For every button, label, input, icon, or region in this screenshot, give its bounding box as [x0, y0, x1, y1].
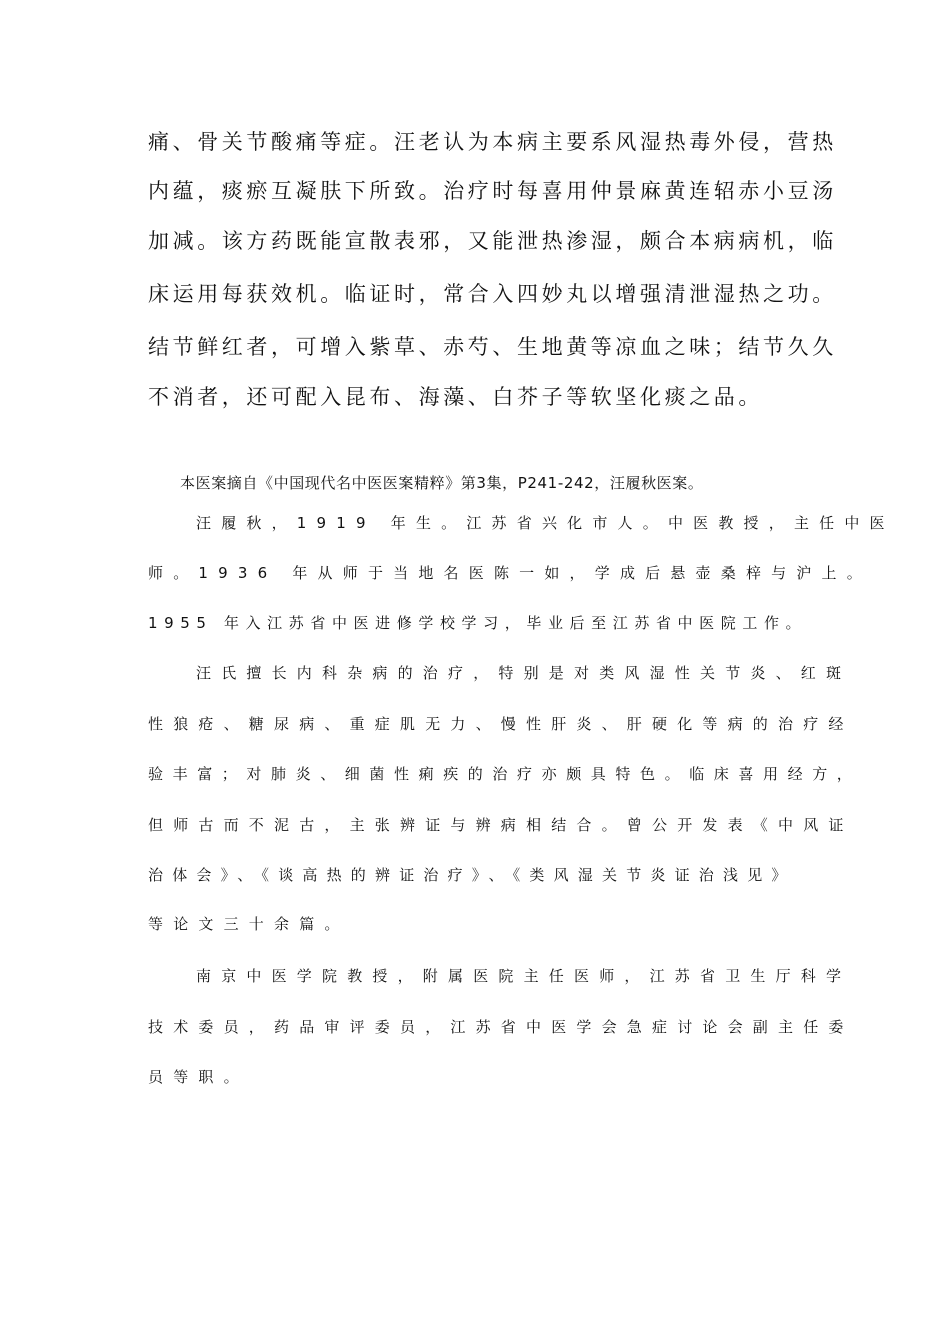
- main-passage-line-4: 床运用每获效机。临证时，常合入四妙丸以增强清泄湿热之功。: [148, 282, 837, 306]
- main-passage-line-5: 结节鲜红者，可增入紫草、赤芍、生地黄等凉血之味；结节久久: [148, 335, 837, 359]
- main-passage-line-6: 不消者，还可配入昆布、海藻、白芥子等软坚化痰之品。: [148, 385, 763, 409]
- bio-line-2: 师。1936 年从师于当地名医陈一如，学成后悬壶桑梓与沪上。: [148, 564, 872, 582]
- main-passage-line-1: 痛、骨关节酸痛等症。汪老认为本病主要系风湿热毒外侵，营热: [148, 130, 837, 154]
- bio-line-9: 等论文三十余篇。: [148, 915, 350, 933]
- source-citation: 本医案摘自《中国现代名中医医案精粹》第3集，P241-242，汪履秋医案。: [180, 474, 704, 492]
- bio-line-3: 1955 年入江苏省中医进修学校学习，毕业后至江苏省中医院工作。: [148, 614, 808, 632]
- main-passage-line-3: 加减。该方药既能宣散表邪，又能泄热渗湿，颇合本病病机，临: [148, 229, 837, 253]
- bio-line-5: 性狼疮、糖尿病、重症肌无力、慢性肝炎、肝硬化等病的治疗经: [148, 715, 854, 733]
- main-passage-line-2: 内蕴，痰瘀互凝肤下所致。治疗时每喜用仲景麻黄连轺赤小豆汤: [148, 179, 837, 203]
- bio-line-1: 汪履秋，1919 年生。江苏省兴化市人。中医教授，主任中医: [196, 514, 895, 532]
- bio-line-10: 南京中医学院教授，附属医院主任医师，江苏省卫生厅科学: [196, 967, 852, 985]
- bio-line-12: 员等职。: [148, 1068, 249, 1086]
- bio-line-11: 技术委员，药品审评委员，江苏省中医学会急症讨论会副主任委: [148, 1018, 854, 1036]
- bio-line-4: 汪氏擅长内科杂病的治疗，特别是对类风湿性关节炎、红斑: [196, 664, 852, 682]
- bio-line-6: 验丰富；对肺炎、细菌性痢疾的治疗亦颇具特色。临床喜用经方，: [148, 765, 862, 783]
- bio-line-8: 治体会》、《谈高热的辨证治疗》、《类风湿关节炎证治浅见》: [148, 866, 796, 884]
- bio-line-7: 但师古而不泥古，主张辨证与辨病相结合。曾公开发表《中风证: [148, 816, 854, 834]
